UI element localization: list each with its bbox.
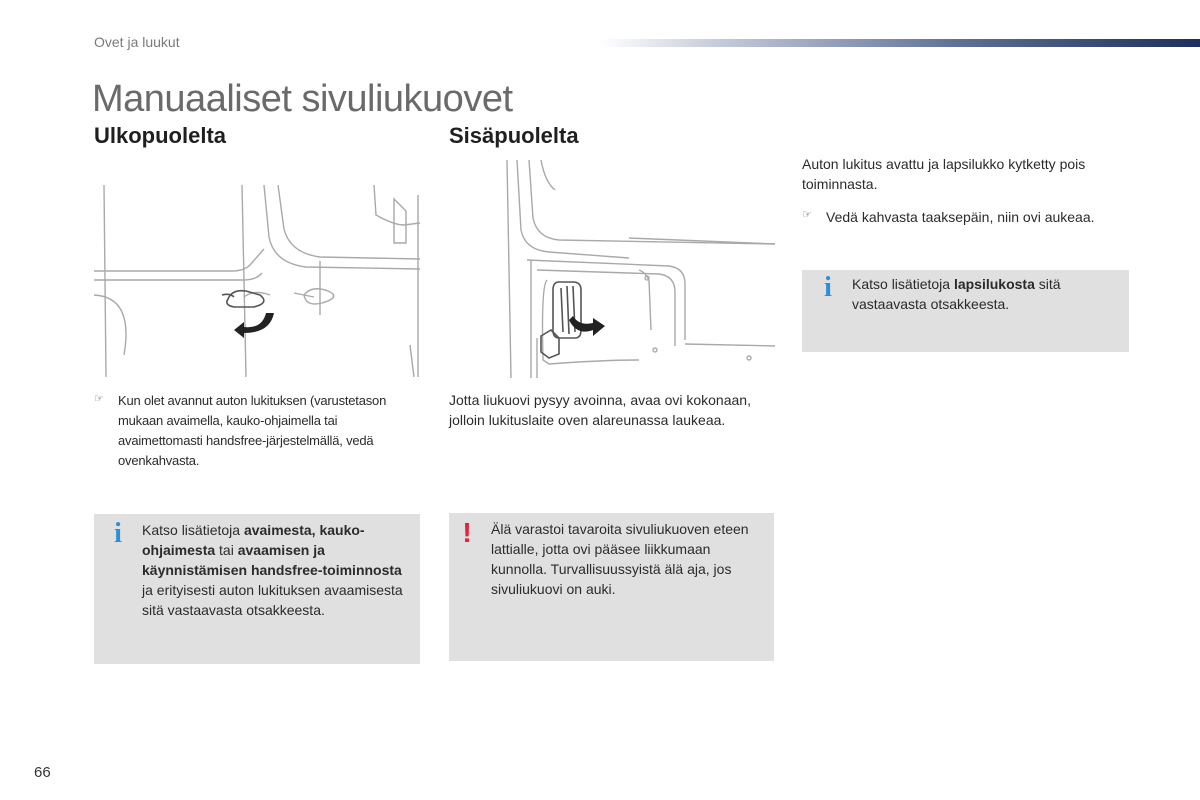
right-bullet-text: Vedä kahvasta taaksepäin, niin ovi aukeaa. [826,209,1095,225]
info-note-keys [94,514,420,664]
info-note-keys-text: Katso lisätietoja avaimesta, kauko-ohjaimesta tai avaamisen ja käynnistämisen handsfree-toiminnosta ja erityisesti auton lukituksen avaamisesta sitä vastaavasta otsakkeesta. [142,522,403,618]
page-number: 66 [34,764,51,781]
warning-note [449,513,774,661]
interior-handle-illustration [449,160,775,378]
pointing-hand-icon: ☞ [94,393,104,405]
info-icon: i [824,272,832,303]
outside-bullet [94,391,420,471]
right-intro-text: Auton lukitus avattu ja lapsilukko kytketty pois toiminnasta. [802,156,1086,192]
info-note-childlock-text: Katso lisätietoja lapsilukosta sitä vastaavasta otsakkeesta. [852,276,1061,312]
right-bullet [802,207,1128,227]
page-title: Manuaaliset sivuliukuovet [92,78,513,120]
warning-note-text: Älä varastoi tavaroita sivuliukuoven eteen lattialle, jotta ovi pääsee liikkumaan kunnolla. Turvallisuussyistä älä aja, jos sivuliukuovi on auki. [491,521,749,597]
info-icon: i [114,518,122,549]
warning-icon: ! [462,517,472,548]
pointing-hand-icon: ☞ [802,209,812,221]
heading-outside: Ulkopuolelta [94,123,227,148]
heading-inside: Sisäpuolelta [449,123,579,148]
header-bar [600,39,1200,47]
section-label: Ovet ja luukut [94,34,180,50]
outside-bullet-text: Kun olet avannut auton lukituksen (varustetason mukaan avaimella, kauko-ohjaimella tai avaimettomasti handsfree-järjestelmällä, vedä ovenkahvasta. [118,393,387,468]
exterior-handle-illustration [94,185,420,377]
info-note-childlock [802,270,1129,352]
inside-text: Jotta liukuovi pysyy avoinna, avaa ovi kokonaan, jolloin lukituslaite oven alareunassa laukeaa. [449,392,751,428]
